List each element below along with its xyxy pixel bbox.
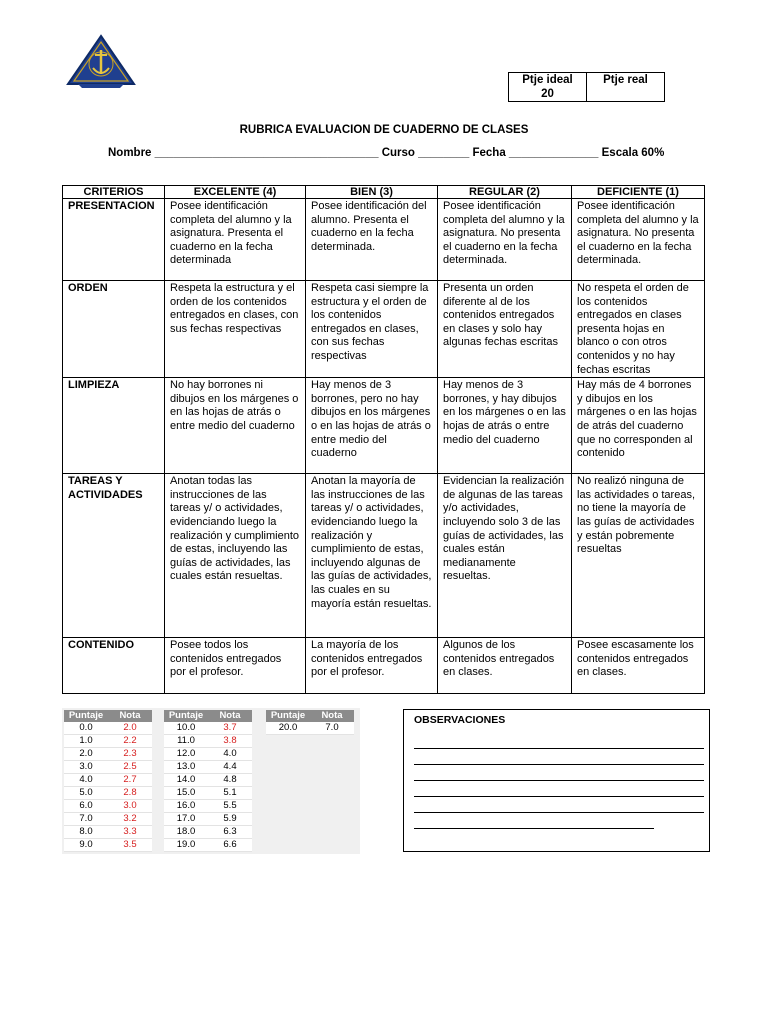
criterion-cell: TAREAS Y ACTIVIDADES — [63, 474, 165, 638]
nota-cell: 5.1 — [208, 787, 252, 800]
school-logo-icon — [66, 34, 136, 90]
grade-header-puntaje: Puntaje — [164, 710, 208, 722]
rubric-row — [63, 281, 705, 378]
deficiente-cell: No respeta el orden de los contenidos entregados en clases presenta hojas en blanco o con otros contenidos y no hay fechas escritas — [572, 281, 705, 378]
excelente-cell: Posee identificación completa del alumno y la asignatura. Presenta el cuaderno en la fecha determinada — [165, 199, 306, 281]
puntaje-cell: 2.0 — [64, 748, 108, 761]
nota-cell: 4.4 — [208, 761, 252, 774]
observation-line[interactable] — [414, 764, 704, 765]
grade-row — [64, 826, 152, 839]
puntaje-cell: 4.0 — [64, 774, 108, 787]
excelente-cell: Anotan todas las instrucciones de las tareas y/ o actividades, evidenciando luego la realización y cumplimiento de estas, incluyendo las guías de actividades, las cuales están resueltas. — [165, 474, 306, 638]
puntaje-cell: 3.0 — [64, 761, 108, 774]
nota-cell: 5.9 — [208, 813, 252, 826]
nota-cell: 3.7 — [208, 722, 252, 735]
student-info-line: Nombre ___________________________________ Curso ________ Fecha ______________ Escala 60% — [108, 147, 665, 159]
puntaje-cell: 16.0 — [164, 800, 208, 813]
excelente-cell: Posee todos los contenidos entregados por el profesor. — [165, 638, 306, 694]
nota-cell: 3.2 — [108, 813, 152, 826]
grade-header-nota: Nota — [208, 710, 252, 722]
observation-line[interactable] — [414, 796, 704, 797]
page-title: RUBRICA EVALUACION DE CUADERNO DE CLASES — [239, 124, 529, 136]
bien-cell: Respeta casi siempre la estructura y el orden de los contenidos entregados en clases, con sus fechas respectivas — [306, 281, 438, 378]
grade-header-puntaje: Puntaje — [266, 710, 310, 722]
rubric-header-row — [63, 186, 705, 199]
grade-header-nota: Nota — [310, 710, 354, 722]
nota-cell: 2.8 — [108, 787, 152, 800]
grade-header-puntaje: Puntaje — [64, 710, 108, 722]
nota-cell: 3.0 — [108, 800, 152, 813]
grade-row — [266, 722, 354, 735]
puntaje-cell: 5.0 — [64, 787, 108, 800]
grade-table-3 — [266, 710, 354, 735]
criterion-cell: ORDEN — [63, 281, 165, 378]
header-criterios: CRITERIOS — [63, 186, 165, 199]
real-score-cell — [587, 73, 665, 102]
observation-line[interactable] — [414, 748, 704, 749]
header-excelente: EXCELENTE (4) — [165, 186, 306, 199]
bien-cell: La mayoría de los contenidos entregados por el profesor. — [306, 638, 438, 694]
ideal-score-cell — [509, 73, 587, 102]
criterion-cell: LIMPIEZA — [63, 378, 165, 474]
regular-cell: Presenta un orden diferente al de los contenidos entregados en clases y solo hay algunas fechas escritas — [438, 281, 572, 378]
header-regular: REGULAR (2) — [438, 186, 572, 199]
header-deficiente: DEFICIENTE (1) — [572, 186, 705, 199]
excelente-cell: No hay borrones ni dibujos en los márgenes o en las hojas de atrás o entre medio del cuaderno — [165, 378, 306, 474]
rubric-row — [63, 199, 705, 281]
observation-line[interactable] — [414, 828, 654, 829]
deficiente-cell: No realizó ninguna de las actividades o tareas, no tiene la mayoría de las guías de actividades y están pobremente resueltas — [572, 474, 705, 638]
nota-cell: 3.3 — [108, 826, 152, 839]
nota-cell: 2.0 — [108, 722, 152, 735]
observation-line[interactable] — [414, 780, 704, 781]
nota-cell: 3.5 — [108, 839, 152, 852]
bien-cell: Anotan la mayoría de las instrucciones de las tareas y/ o actividades, evidenciando luego la realización y cumplimiento de estas, incluyendo algunas de las guías de actividades, las cuales en su mayoría están resueltas. — [306, 474, 438, 638]
grade-row — [64, 748, 152, 761]
score-box — [508, 72, 665, 102]
grade-row — [64, 800, 152, 813]
grade-row — [164, 826, 252, 839]
grade-row — [164, 774, 252, 787]
deficiente-cell: Posee identificación completa del alumno y la asignatura. No presenta el cuaderno en la fecha determinada. — [572, 199, 705, 281]
nota-cell: 3.8 — [208, 735, 252, 748]
ideal-score-label: Ptje ideal — [522, 74, 573, 86]
grade-row — [164, 839, 252, 852]
observations-box — [403, 709, 710, 852]
grade-table-2 — [164, 710, 252, 852]
puntaje-cell: 19.0 — [164, 839, 208, 852]
grade-row — [64, 722, 152, 735]
nota-cell: 2.3 — [108, 748, 152, 761]
regular-cell: Algunos de los contenidos entregados en clases. — [438, 638, 572, 694]
puntaje-cell: 18.0 — [164, 826, 208, 839]
grade-row — [64, 787, 152, 800]
rubric-row — [63, 378, 705, 474]
grade-row — [64, 813, 152, 826]
puntaje-cell: 15.0 — [164, 787, 208, 800]
puntaje-cell: 1.0 — [64, 735, 108, 748]
grade-row — [164, 787, 252, 800]
observations-title: OBSERVACIONES — [414, 714, 506, 726]
puntaje-cell: 13.0 — [164, 761, 208, 774]
grade-row — [164, 722, 252, 735]
grade-table-1 — [64, 710, 152, 852]
deficiente-cell: Hay más de 4 borrones y dibujos en los márgenes o en las hojas de atrás del cuaderno que no corresponden al contenido — [572, 378, 705, 474]
rubric-table — [62, 185, 705, 694]
puntaje-cell: 12.0 — [164, 748, 208, 761]
grade-header-row — [64, 710, 152, 722]
puntaje-cell: 10.0 — [164, 722, 208, 735]
rubric-row — [63, 474, 705, 638]
grade-row — [164, 800, 252, 813]
real-score-label: Ptje real — [603, 74, 648, 86]
puntaje-cell: 6.0 — [64, 800, 108, 813]
regular-cell: Hay menos de 3 borrones, y hay dibujos en los márgenes o en las hojas de atrás o entre medio del cuaderno — [438, 378, 572, 474]
nota-cell: 6.6 — [208, 839, 252, 852]
puntaje-cell: 7.0 — [64, 813, 108, 826]
rubric-row — [63, 638, 705, 694]
grade-row — [164, 735, 252, 748]
regular-cell: Evidencian la realización de algunas de las tareas y/o actividades, incluyendo solo 3 de las guías de actividades, las cuales están medianamente resueltas. — [438, 474, 572, 638]
criterion-cell: PRESENTACION — [63, 199, 165, 281]
grade-header-nota: Nota — [108, 710, 152, 722]
regular-cell: Posee identificación completa del alumno y la asignatura. No presenta el cuaderno en la fecha determinada. — [438, 199, 572, 281]
puntaje-cell: 11.0 — [164, 735, 208, 748]
grade-row — [64, 761, 152, 774]
criterion-cell: CONTENIDO — [63, 638, 165, 694]
nota-cell: 6.3 — [208, 826, 252, 839]
header-bien: BIEN (3) — [306, 186, 438, 199]
puntaje-cell: 20.0 — [266, 722, 310, 735]
grade-header-row — [164, 710, 252, 722]
nota-cell: 4.8 — [208, 774, 252, 787]
observation-line[interactable] — [414, 812, 704, 813]
puntaje-cell: 9.0 — [64, 839, 108, 852]
nota-cell: 5.5 — [208, 800, 252, 813]
grade-row — [164, 813, 252, 826]
bien-cell: Posee identificación del alumno. Presenta el cuaderno en la fecha determinada. — [306, 199, 438, 281]
nota-cell: 2.2 — [108, 735, 152, 748]
nota-cell: 2.7 — [108, 774, 152, 787]
grade-row — [164, 761, 252, 774]
grade-header-row — [266, 710, 354, 722]
grade-row — [64, 735, 152, 748]
puntaje-cell: 0.0 — [64, 722, 108, 735]
grade-row — [64, 839, 152, 852]
puntaje-cell: 8.0 — [64, 826, 108, 839]
puntaje-cell: 17.0 — [164, 813, 208, 826]
nota-cell: 4.0 — [208, 748, 252, 761]
grade-row — [64, 774, 152, 787]
nota-cell: 2.5 — [108, 761, 152, 774]
grade-row — [164, 748, 252, 761]
nota-cell: 7.0 — [310, 722, 354, 735]
ideal-score-value: 20 — [541, 88, 554, 100]
deficiente-cell: Posee escasamente los contenidos entregados en clases. — [572, 638, 705, 694]
excelente-cell: Respeta la estructura y el orden de los contenidos entregados en clases, con sus fechas respectivas — [165, 281, 306, 378]
puntaje-cell: 14.0 — [164, 774, 208, 787]
bien-cell: Hay menos de 3 borrones, pero no hay dibujos en los márgenes o en las hojas de atrás o entre medio del cuaderno — [306, 378, 438, 474]
